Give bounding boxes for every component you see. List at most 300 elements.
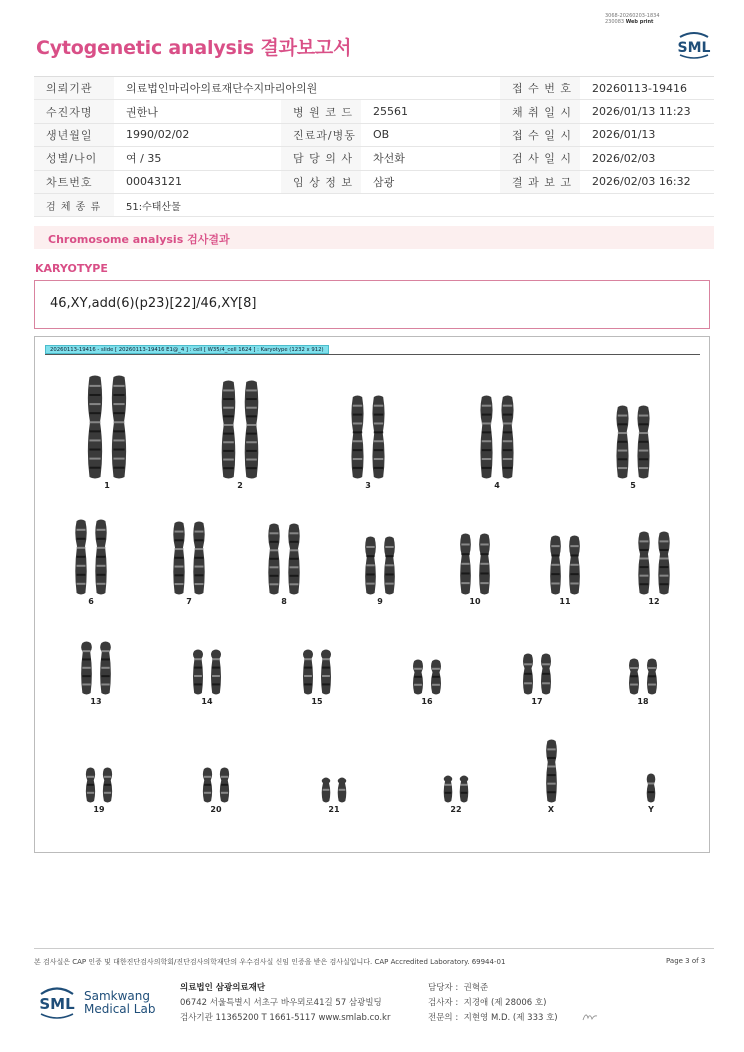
chromosome-band <box>353 458 363 460</box>
chromosome-band <box>212 675 220 677</box>
chromosome-band <box>82 683 90 685</box>
chromosome-band <box>374 405 384 407</box>
chromosome-band <box>366 564 374 566</box>
chromosome-band <box>82 658 90 660</box>
chromosome-band <box>223 407 234 409</box>
chromosome-label: 3 <box>365 481 371 490</box>
chromosome-band <box>640 566 649 568</box>
chromosome-band <box>482 449 492 451</box>
chromosome-band <box>77 547 86 549</box>
chromosome-band <box>113 449 124 451</box>
chromosome-band <box>113 467 124 469</box>
chromosome-band <box>270 532 279 534</box>
chromosome-band <box>97 556 106 558</box>
chromosome-band <box>194 667 202 669</box>
chromatid <box>480 396 492 479</box>
chromosome-band <box>77 565 86 567</box>
chromosome-band <box>660 583 669 585</box>
chromosome-band <box>480 543 488 545</box>
chromosome-band <box>353 405 363 407</box>
chromosome-11 <box>548 535 582 595</box>
chromosome-3 <box>349 395 387 479</box>
sml-logo-icon <box>36 982 78 1022</box>
chromosome-band <box>366 583 374 585</box>
chromosome-pair-graphic <box>85 375 129 479</box>
chromosome-band <box>503 467 513 469</box>
chromosome-band <box>618 467 628 469</box>
label-report-time: 결 과 보 고 <box>500 170 580 193</box>
chromosome-band <box>104 776 111 778</box>
chromatid <box>88 376 102 479</box>
chromosome-band <box>323 789 330 791</box>
chromosome-band <box>82 675 90 677</box>
chromosome-pair-graphic <box>266 523 302 595</box>
chromosome-band <box>194 683 202 685</box>
chromosome-band <box>113 421 124 423</box>
chromatid <box>501 396 513 479</box>
chromosome-band <box>640 558 649 560</box>
sml-logo-icon <box>674 30 714 60</box>
label-specimen: 검 체 종 류 <box>34 193 114 216</box>
chromosome-18 <box>627 658 659 695</box>
chromosome-band <box>270 549 279 551</box>
value-specimen: 51:수태산물 <box>114 193 714 216</box>
chromosome-band <box>461 792 468 794</box>
accreditation-note: 본 검사실은 CAP 인증 및 대한진단검사의학회/진단검사의학재단의 우수검사실 신임 인증을 받은 검사실입니다. CAP Accredited Laboratory. 69944-01 <box>34 958 506 966</box>
chromosome-band <box>374 449 384 451</box>
chromosome-band <box>414 668 422 670</box>
chromosome-band <box>353 467 363 469</box>
chromosome-21 <box>320 777 348 803</box>
chromosome-band <box>542 663 550 665</box>
chromosome-band <box>246 433 257 435</box>
chromatid <box>222 381 236 479</box>
chromosome-band <box>104 792 111 794</box>
chromosome-band <box>385 573 393 575</box>
chromosome-15 <box>301 649 333 695</box>
chromosome-label: 20 <box>210 805 222 814</box>
chromosome-band <box>524 663 532 665</box>
chromosome-pair-graphic <box>614 405 652 479</box>
info-row <box>34 77 714 100</box>
chromosome-band <box>503 422 513 424</box>
chromosome-band <box>113 385 124 387</box>
chromosome-band <box>630 667 638 669</box>
label-department: 진료과/병동 <box>281 123 361 146</box>
chromosome-1 <box>85 375 129 479</box>
chromosome-band <box>212 658 220 660</box>
chromosome-band <box>204 776 211 778</box>
org-name: 의료법인 삼광의료재단 <box>180 983 266 993</box>
chromosome-band <box>648 791 655 793</box>
chromosome-pair-graphic <box>79 641 113 695</box>
print-code-2: 230083 <box>605 19 625 25</box>
chromosome-band <box>618 441 628 443</box>
chromatid <box>647 774 656 803</box>
chromosome-label: 4 <box>494 481 500 490</box>
page-number: Page 3 of 3 <box>666 957 706 965</box>
chromosome-X <box>544 739 559 803</box>
chromosome-band <box>480 553 488 555</box>
chromosome-label: 1 <box>104 481 110 490</box>
chromosome-band <box>194 675 202 677</box>
chromosome-band <box>97 538 106 540</box>
chromosome-band <box>270 558 279 560</box>
chromosome-band <box>503 458 513 460</box>
chromosome-band <box>89 412 100 414</box>
karyogram-image <box>34 336 710 853</box>
chromosome-band <box>640 549 649 551</box>
chromosome-band <box>480 582 488 584</box>
chromosome-band <box>101 650 109 652</box>
info-row <box>34 123 714 146</box>
chromosome-pair-graphic <box>521 653 553 695</box>
chromosome-band <box>353 414 363 416</box>
chromosome-band <box>304 675 312 677</box>
chromosome-band <box>246 389 257 391</box>
chromosome-band <box>97 574 106 576</box>
chromosome-band <box>304 667 312 669</box>
chromosome-band <box>101 683 109 685</box>
chromosome-14 <box>191 649 223 695</box>
value-report-time: 2026/02/03 16:32 <box>580 170 714 193</box>
chromosome-pair-graphic <box>363 536 397 595</box>
chromosome-band <box>290 532 299 534</box>
chromosome-label: 7 <box>186 597 192 606</box>
staff-row <box>428 981 558 996</box>
chromosome-pair-graphic <box>548 535 582 595</box>
chromosome-band <box>482 431 492 433</box>
chromosome-band <box>246 424 257 426</box>
chromosome-band <box>648 684 656 686</box>
chromosome-band <box>246 441 257 443</box>
print-metadata <box>605 13 660 25</box>
chromosome-band <box>175 539 184 541</box>
chromosome-band <box>175 548 184 550</box>
value-department: OB <box>361 123 500 146</box>
chromosome-band <box>223 441 234 443</box>
chromosome-band <box>551 554 559 556</box>
chromosome-label: 19 <box>93 805 105 814</box>
chromosome-band <box>551 545 559 547</box>
info-row <box>34 170 714 193</box>
chromosome-band <box>339 789 346 791</box>
chromosome-band <box>113 412 124 414</box>
label-requesting-org: 의뢰기관 <box>34 77 114 100</box>
chromosome-label: 8 <box>281 597 287 606</box>
chromosome-band <box>195 557 204 559</box>
karyotype-result: 46,XY,add(6)(p23)[22]/46,XY[8] <box>50 296 257 311</box>
chromosome-pair-graphic <box>73 519 109 595</box>
chromosome-band <box>290 541 299 543</box>
value-collection-time: 2026/01/13 11:23 <box>580 100 714 123</box>
staff-role: 전문의 : <box>428 1013 459 1023</box>
company-name <box>84 990 155 1016</box>
chromosome-band <box>461 543 469 545</box>
chromosome-band <box>195 574 204 576</box>
chromosome-label: 17 <box>531 697 543 706</box>
label-test-date: 검 사 일 시 <box>500 147 580 170</box>
chromosome-band <box>89 430 100 432</box>
value-accession-no: 20260113-19416 <box>580 77 714 100</box>
chromatid <box>112 376 126 479</box>
chromosome-band <box>503 449 513 451</box>
chromosome-band <box>618 432 628 434</box>
chromosome-band <box>195 566 204 568</box>
chromosome-band <box>570 573 578 575</box>
chromosome-band <box>223 389 234 391</box>
chromosome-band <box>77 538 86 540</box>
chromosome-band <box>618 423 628 425</box>
chromosome-label: 11 <box>559 597 571 606</box>
chromosome-label: 22 <box>450 805 462 814</box>
info-row <box>34 100 714 123</box>
chromosome-band <box>353 440 363 442</box>
chromosome-band <box>570 582 578 584</box>
chromosome-band <box>374 414 384 416</box>
chromosome-band <box>304 683 312 685</box>
chromosome-pair-graphic <box>627 658 659 695</box>
chromosome-band <box>461 572 469 574</box>
chromosome-band <box>503 414 513 416</box>
chromosome-band <box>542 673 550 675</box>
chromosome-band <box>374 422 384 424</box>
chromosome-4 <box>478 395 516 479</box>
chromosome-band <box>221 792 228 794</box>
value-received-time: 2026/01/13 <box>580 123 714 146</box>
label-patient-name: 수진자명 <box>34 100 114 123</box>
company-name-line2: Medical Lab <box>84 1002 156 1016</box>
chromosome-19 <box>84 767 114 803</box>
chromosome-band <box>221 776 228 778</box>
chromosome-band <box>374 431 384 433</box>
chromosome-band <box>113 439 124 441</box>
chromosome-band <box>482 440 492 442</box>
chromosome-band <box>89 394 100 396</box>
chromosome-band <box>660 566 669 568</box>
value-chart-no: 00043121 <box>114 170 281 193</box>
chromosome-pair-graphic <box>301 649 333 695</box>
chromatid <box>303 650 313 695</box>
chromosome-band <box>322 667 330 669</box>
chromosome-pair-graphic <box>636 531 672 595</box>
chromosome-band <box>618 415 628 417</box>
chromosome-12 <box>636 531 672 595</box>
chromosome-label: 15 <box>311 697 323 706</box>
chromosome-band <box>461 582 469 584</box>
chromosome-band <box>480 572 488 574</box>
footer-divider <box>34 948 714 949</box>
chromosome-band <box>246 467 257 469</box>
chromosome-label: 10 <box>469 597 481 606</box>
chromosome-band <box>640 540 649 542</box>
chromosome-band <box>353 449 363 451</box>
chromosome-band <box>639 432 649 434</box>
chromosome-band <box>461 553 469 555</box>
chromosome-band <box>113 394 124 396</box>
chromosome-17 <box>521 653 553 695</box>
chromosome-band <box>212 683 220 685</box>
chromosome-band <box>101 658 109 660</box>
info-row <box>34 147 714 170</box>
chromosome-band <box>660 558 669 560</box>
chromosome-band <box>551 582 559 584</box>
chromosome-label: 14 <box>201 697 213 706</box>
chromosome-band <box>89 449 100 451</box>
chromosome-Y <box>645 773 657 803</box>
chromosome-band <box>547 757 555 759</box>
karyotype-result-box <box>34 280 710 329</box>
chromosome-band <box>290 558 299 560</box>
chromosome-band <box>374 440 384 442</box>
chromosome-band <box>374 458 384 460</box>
chromosome-band <box>89 439 100 441</box>
chromosome-label: 16 <box>421 697 433 706</box>
chromosome-band <box>660 549 669 551</box>
print-code: 3068-20260203-1834 <box>605 13 660 19</box>
chromosome-label: Y <box>648 805 654 814</box>
chromosome-band <box>551 573 559 575</box>
chromosome-band <box>175 531 184 533</box>
chromosome-band <box>212 667 220 669</box>
chromosome-band <box>113 403 124 405</box>
chromosome-band <box>366 573 374 575</box>
info-row <box>34 193 714 216</box>
chromosome-band <box>246 415 257 417</box>
chromosome-16 <box>411 659 443 695</box>
chromosome-band <box>113 458 124 460</box>
chromosome-band <box>482 467 492 469</box>
label-sex-age: 성별/나이 <box>34 147 114 170</box>
chromosome-band <box>223 433 234 435</box>
logo-text: SML <box>39 995 75 1013</box>
chromosome-20 <box>201 767 231 803</box>
chromosome-band <box>223 415 234 417</box>
chromosome-band <box>195 548 204 550</box>
chromosome-band <box>204 792 211 794</box>
chromosome-band <box>97 547 106 549</box>
chromosome-pair-graphic <box>320 777 348 803</box>
chromosome-band <box>353 422 363 424</box>
label-chart-no: 차트번호 <box>34 170 114 193</box>
chromosome-band <box>322 683 330 685</box>
chromosome-band <box>77 529 86 531</box>
organization-info <box>180 981 390 1026</box>
chromosome-band <box>290 566 299 568</box>
chromosome-band <box>175 583 184 585</box>
chromosome-label: 2 <box>237 481 243 490</box>
org-contact: 검사기관 11365200 T 1661-5117 www.smlab.co.kr <box>180 1013 391 1023</box>
staff-name: 지경애 (제 28006 호) <box>463 998 547 1008</box>
chromosome-band <box>547 783 555 785</box>
value-clinical-info: 삼광 <box>361 170 500 193</box>
chromosome-band <box>304 658 312 660</box>
chromosome-band <box>648 667 656 669</box>
chromosome-13 <box>79 641 113 695</box>
chromosome-band <box>290 583 299 585</box>
value-sex-age: 여 / 35 <box>114 147 281 170</box>
chromosome-band <box>270 575 279 577</box>
org-address: 06742 서울특별시 서초구 바우뫼로41길 57 삼광빌딩 <box>180 998 382 1008</box>
web-print-label: Web print <box>625 19 654 25</box>
chromatid <box>245 381 259 479</box>
chromosome-band <box>503 405 513 407</box>
chromosome-band <box>385 564 393 566</box>
chromosome-band <box>480 563 488 565</box>
chromatid <box>444 776 453 803</box>
chromosome-band <box>89 467 100 469</box>
signature-mark <box>582 1010 598 1022</box>
chromosome-band <box>639 415 649 417</box>
karyotype-label: KARYOTYPE <box>35 262 108 275</box>
chromosome-band <box>246 459 257 461</box>
label-clinical-info: 임 상 정 보 <box>281 170 361 193</box>
chromosome-band <box>246 450 257 452</box>
chromosome-pair-graphic <box>349 395 387 479</box>
chromosome-band <box>353 431 363 433</box>
company-name-line1: Samkwang <box>84 989 150 1003</box>
chromosome-band <box>82 650 90 652</box>
section-title: Chromosome analysis 검사결과 <box>48 233 230 246</box>
chromosome-band <box>97 565 106 567</box>
chromosome-band <box>322 675 330 677</box>
chromosome-band <box>630 675 638 677</box>
chromosome-band <box>618 458 628 460</box>
section-header <box>34 226 714 249</box>
chromosome-band <box>89 385 100 387</box>
chromosome-band <box>97 529 106 531</box>
chromosome-band <box>270 583 279 585</box>
value-test-date: 2026/02/03 <box>580 147 714 170</box>
chromosome-band <box>385 555 393 557</box>
chromosome-band <box>101 667 109 669</box>
chromosome-pair-graphic <box>171 521 207 595</box>
chromosome-band <box>104 784 111 786</box>
chromosome-band <box>195 583 204 585</box>
chromosome-band <box>175 566 184 568</box>
chromosome-band <box>290 575 299 577</box>
chromosome-band <box>77 556 86 558</box>
chromosome-band <box>630 684 638 686</box>
chromosome-band <box>660 540 669 542</box>
chromosome-10 <box>458 533 492 595</box>
staff-info <box>428 981 558 1026</box>
chromosome-label: 5 <box>630 481 636 490</box>
chromatid <box>460 776 469 803</box>
value-patient-name: 권한나 <box>114 100 281 123</box>
chromosome-band <box>195 539 204 541</box>
chromosome-label: X <box>547 805 555 814</box>
chromosome-band <box>482 422 492 424</box>
staff-name: 권혁준 <box>463 983 489 993</box>
chromosome-band <box>547 774 555 776</box>
chromosome-band <box>639 450 649 452</box>
chromosome-pair-graphic <box>442 775 470 803</box>
value-birthdate: 1990/02/02 <box>114 123 281 146</box>
label-collection-time: 채 취 일 시 <box>500 100 580 123</box>
staff-role: 담당자 : <box>428 983 459 993</box>
chromosome-pair-graphic <box>201 767 231 803</box>
chromosome-band <box>445 784 452 786</box>
chromosome-band <box>221 784 228 786</box>
chromosome-band <box>445 792 452 794</box>
chromosome-band <box>223 450 234 452</box>
chromosome-band <box>246 407 257 409</box>
chromosome-label: 18 <box>637 697 649 706</box>
chromosome-7 <box>171 521 207 595</box>
chromosome-band <box>432 684 440 686</box>
patient-info-table <box>34 76 714 217</box>
